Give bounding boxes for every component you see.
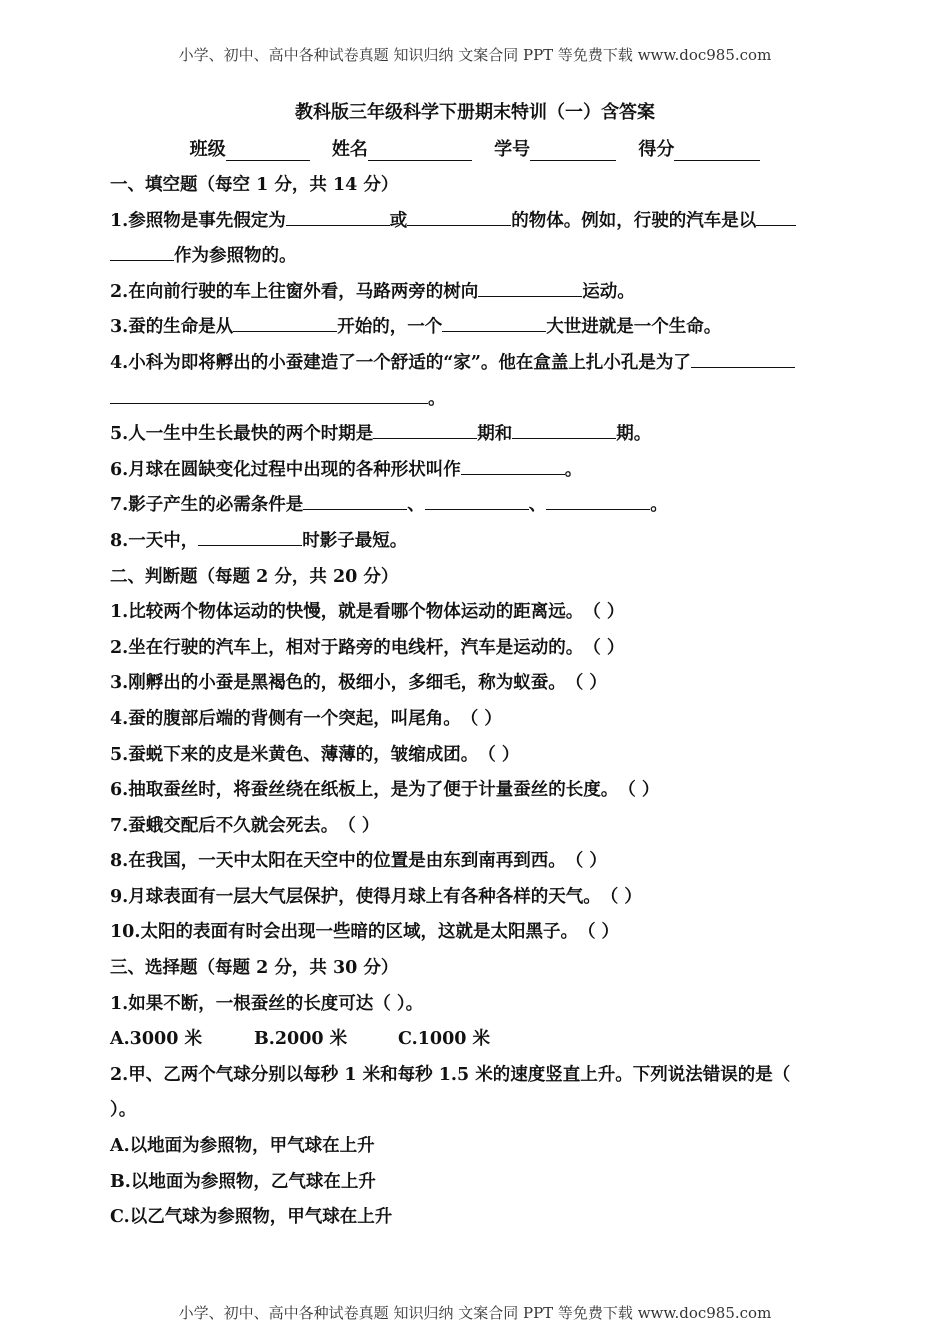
answer-paren: （ ） xyxy=(478,744,520,765)
option-b: B.以地面为参照物，乙气球在上升 xyxy=(110,1171,376,1192)
number-blank xyxy=(530,142,616,161)
answer-paren: （ ） xyxy=(460,708,502,729)
section-heading: 一、填空题（每空 1 分，共 14 分） xyxy=(110,175,399,195)
question-text: 1.比较两个物体运动的快慢，就是看哪个物体运动的距离远。 xyxy=(110,602,584,623)
judge-question xyxy=(110,595,845,631)
question-text: 期。 xyxy=(616,424,652,445)
question-text: 3.蚕的生命是从 xyxy=(110,317,234,338)
option-c: C.以乙气球为参照物，甲气球在上升 xyxy=(110,1207,393,1228)
fill-question-8 xyxy=(110,524,845,560)
fill-question-4 xyxy=(110,346,845,382)
question-text: 4.蚕的腹部后端的背侧有一个突起，叫尾角。 xyxy=(110,708,461,729)
judge-question xyxy=(110,809,845,845)
class-blank xyxy=(226,142,310,161)
answer-paren: （ ） xyxy=(600,886,642,907)
question-text: 期和 xyxy=(477,424,513,445)
judge-question xyxy=(110,844,845,880)
choice-question-2-cont: ）。 xyxy=(110,1100,137,1121)
score-blank xyxy=(674,142,760,161)
answer-paren: （ ） xyxy=(583,637,625,658)
answer-blank xyxy=(478,276,582,297)
question-text: 10.太阳的表面有时会出现一些暗的区域，这就是太阳黑子。 xyxy=(110,922,578,943)
name-label: 姓名 xyxy=(331,139,368,160)
answer-blank xyxy=(373,418,477,439)
answer-paren: （ ） xyxy=(583,602,625,623)
question-text: 开始的，一个 xyxy=(337,317,443,338)
name-field xyxy=(332,139,472,160)
exam-content xyxy=(110,168,845,1236)
question-text: 3.刚孵出的小蚕是黑褐色的，极细小，多细毛，称为蚁蚕。 xyxy=(110,673,566,694)
name-blank xyxy=(368,142,472,161)
page-header-banner: 小学、初中、高中各种试卷真题 知识归纳 文案合同 PPT 等免费下载 www.doc985.com xyxy=(178,46,772,64)
judge-question xyxy=(110,738,845,774)
question-text: 8.一天中， xyxy=(110,530,199,551)
student-info-line xyxy=(0,135,950,161)
answer-blank xyxy=(461,454,565,475)
question-text: 。 xyxy=(650,495,668,516)
judge-question xyxy=(110,631,845,667)
choice-question-1: 1.如果不断，一根蚕丝的长度可达（ ）。 xyxy=(110,993,424,1014)
question-text: 运动。 xyxy=(582,281,635,302)
answer-blank xyxy=(110,240,174,261)
fill-question-6 xyxy=(110,453,845,489)
fill-question-3 xyxy=(110,310,845,346)
question-text: 8.在我国，一天中太阳在天空中的位置是由东到南再到西。 xyxy=(110,851,566,872)
question-text: 6.月球在圆缺变化过程中出现的各种形状叫作 xyxy=(110,459,461,480)
answer-paren: （ ） xyxy=(618,780,660,801)
question-text: 大世进就是一个生命。 xyxy=(546,317,722,338)
question-text: 6.抽取蚕丝时，将蚕丝绕在纸板上，是为了便于计量蚕丝的长度。 xyxy=(110,780,619,801)
answer-paren: （ ） xyxy=(565,673,607,694)
question-text: 。 xyxy=(564,459,583,480)
answer-paren: （ ） xyxy=(577,922,620,943)
class-label: 班级 xyxy=(189,139,226,160)
score-label: 得分 xyxy=(638,139,675,160)
answer-blank xyxy=(303,489,407,510)
section-heading: 三、选择题（每题 2 分，共 30 分） xyxy=(110,958,399,979)
answer-blank xyxy=(286,205,390,226)
choice-question-1-options xyxy=(110,1022,845,1058)
judge-question xyxy=(110,880,845,916)
fill-question-7 xyxy=(110,488,845,524)
answer-paren: （ ） xyxy=(338,815,380,836)
fill-question-4-cont xyxy=(110,382,845,418)
answer-blank xyxy=(233,311,337,332)
question-text: 。 xyxy=(428,388,446,409)
answer-blank xyxy=(442,311,546,332)
fill-question-1 xyxy=(110,204,845,240)
question-text: 、 xyxy=(528,495,547,516)
fill-question-1-cont xyxy=(110,239,845,275)
question-text: 的物体。例如，行驶的汽车是以 xyxy=(511,210,757,231)
option-a: A.以地面为参照物，甲气球在上升 xyxy=(110,1136,375,1157)
answer-blank xyxy=(756,205,796,226)
answer-blank xyxy=(425,489,529,510)
option-c: C.1000 米 xyxy=(398,1029,491,1050)
question-text: 作为参照物的。 xyxy=(174,246,297,267)
question-text: 2.在向前行驶的车上往窗外看，马路两旁的树向 xyxy=(110,281,479,302)
answer-blank xyxy=(546,489,650,510)
answer-blank xyxy=(407,205,511,226)
option-a: A.3000 米 xyxy=(110,1029,202,1050)
section-heading: 二、判断题（每题 2 分，共 20 分） xyxy=(110,566,399,587)
question-text: 7.蚕蛾交配后不久就会死去。 xyxy=(110,815,339,836)
judge-question xyxy=(110,915,845,951)
page-title: 教科版三年级科学下册期末特训（一）含答案 xyxy=(295,102,655,123)
question-text: 时影子最短。 xyxy=(302,530,408,551)
choice-question-2: 2.甲、乙两个气球分别以每秒 1 米和每秒 1.5 米的速度竖直上升。下列说法错误的是（ xyxy=(110,1064,791,1085)
question-text: 7.影子产生的必需条件是 xyxy=(110,495,304,516)
option-b: B.2000 米 xyxy=(254,1029,348,1050)
question-text: 5.人一生中生长最快的两个时期是 xyxy=(110,424,374,445)
judge-question xyxy=(110,773,845,809)
answer-blank xyxy=(110,383,428,404)
judge-question xyxy=(110,702,845,738)
question-text: 4.小科为即将孵出的小蚕建造了一个舒适的“家”。他在盒盖上扎小孔是为了 xyxy=(110,352,691,373)
judge-question xyxy=(110,666,845,702)
page-footer-banner: 小学、初中、高中各种试卷真题 知识归纳 文案合同 PPT 等免费下载 www.doc985.com xyxy=(178,1304,772,1322)
answer-blank xyxy=(512,418,616,439)
number-field xyxy=(494,139,616,160)
answer-paren: （ ） xyxy=(565,851,607,872)
answer-blank xyxy=(198,525,302,546)
class-field xyxy=(190,139,310,160)
score-field xyxy=(638,139,760,160)
question-text: 9.月球表面有一层大气层保护，使得月球上有各种各样的天气。 xyxy=(110,886,601,907)
question-text: 、 xyxy=(407,495,425,516)
question-text: 1.参照物是事先假定为 xyxy=(110,210,286,231)
answer-blank xyxy=(691,347,795,368)
question-text: 或 xyxy=(389,210,408,231)
fill-question-2 xyxy=(110,275,845,311)
question-text: 2.坐在行驶的汽车上，相对于路旁的电线杆，汽车是运动的。 xyxy=(110,637,584,658)
question-text: 5.蚕蜕下来的皮是米黄色、薄薄的，皱缩成团。 xyxy=(110,744,479,765)
number-label: 学号 xyxy=(494,139,531,160)
fill-question-5 xyxy=(110,417,845,453)
